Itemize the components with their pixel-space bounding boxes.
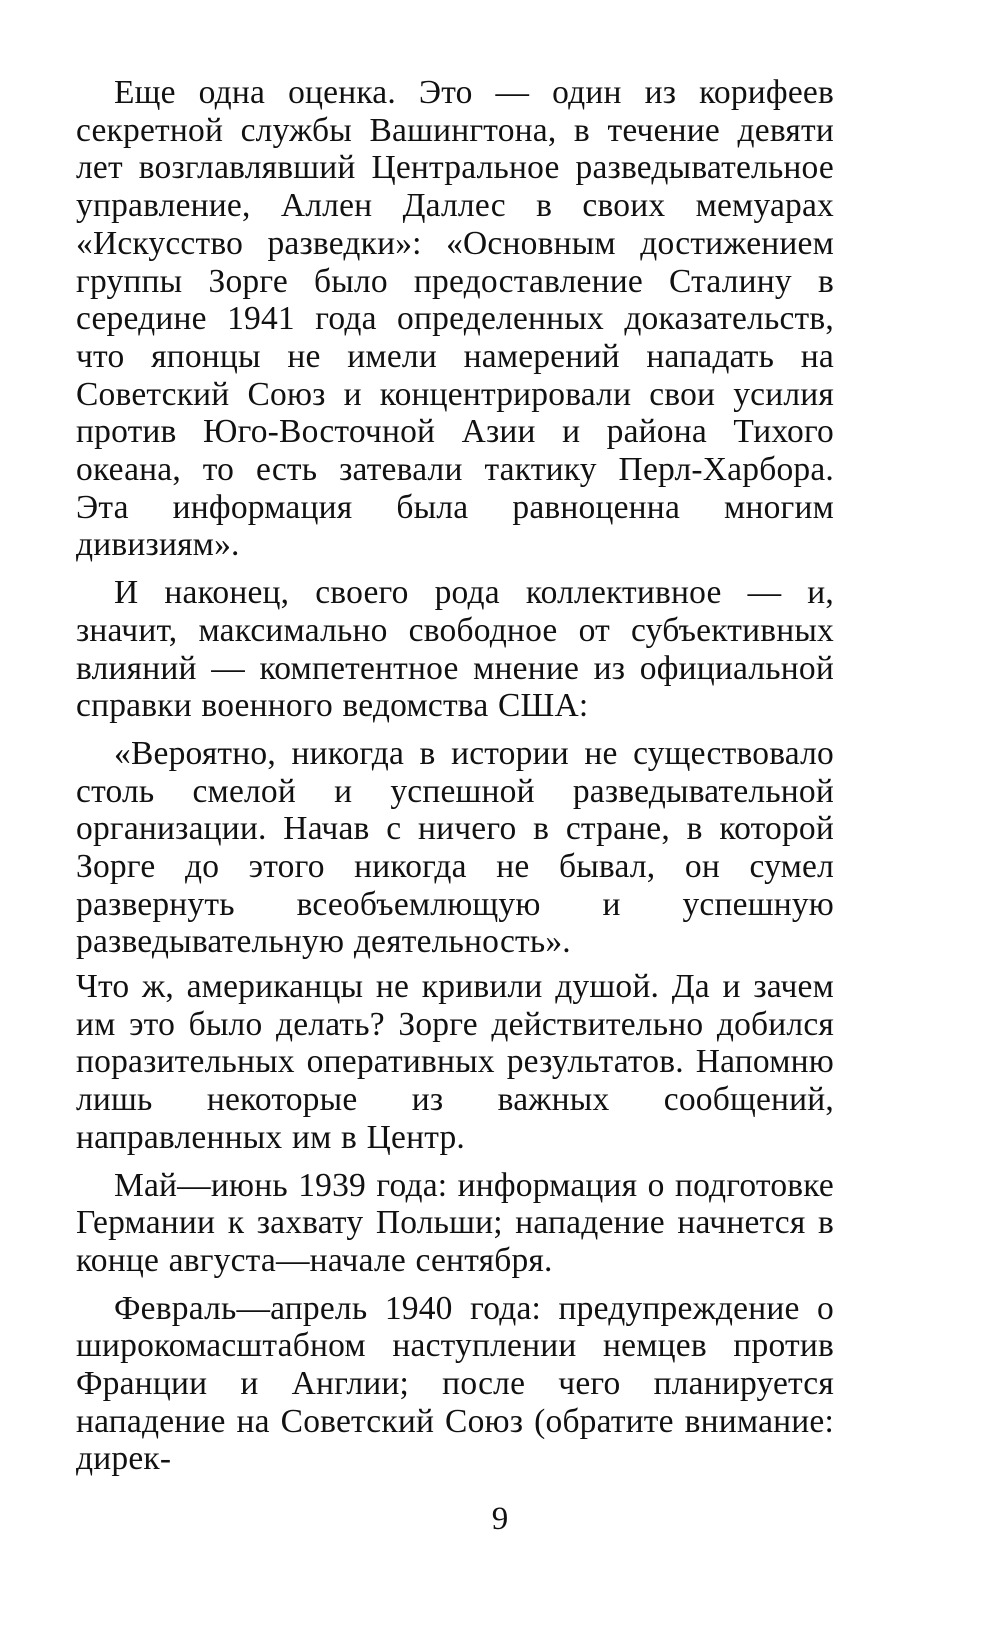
paragraph-collective-opinion: И наконец, своего рода коллективное — и, значит, максимально свободное от субъективных влияний — компетентное мнение из официальной справки военного ведомства США:	[76, 574, 834, 725]
paragraph-may-june-1939: Май—июнь 1939 года: информация о подготовке Германии к захвату Польши; нападение начнется в конце августа—начале сентября.	[76, 1166, 834, 1279]
paragraph-feb-apr-1940: Февраль—апрель 1940 года: предупреждение о широкомасштабном наступлении немцев против Франции и Англии; после чего планируется нападение на Советский Союз (обратите внимание: дирек-	[76, 1289, 834, 1478]
page-number: 9	[491, 1501, 509, 1537]
paragraph-us-military-quote: «Вероятно, никогда в истории не существовало столь смелой и успешной разведывательной организации. Начав с ничего в стране, в которой Зорге до этого никогда не бывал, он сумел развернуть всеобъемлющую и успешную разведывательную деятельность».	[76, 734, 834, 961]
paragraph-dulles-quote: Еще одна оценка. Это — один из корифеев секретной службы Вашингтона, в течение девяти лет возглавлявший Центральное разведывательное управление, Аллен Даллес в своих мемуарах «Искусство разведки»: «Основным достижением группы Зорге было предоставление Сталину в середине 1941 года определенных доказательств, что японцы не имели намерений нападать на Советский Союз и концентрировали свои усилия против Юго-Восточной Азии и района Тихого океана, то есть затевали тактику Перл-Харбора. Эта информация была равноценна многим дивизиям».	[76, 74, 834, 564]
text-section-top	[76, 74, 834, 961]
paragraph-americans: Что ж, американцы не кривили душой. Да и зачем им это было делать? Зорге действительно добился поразительных оперативных результатов. Напомню лишь некоторые из важных сообщений, направленных им в Центр.	[76, 968, 834, 1156]
text-section-bottom	[76, 968, 834, 1478]
